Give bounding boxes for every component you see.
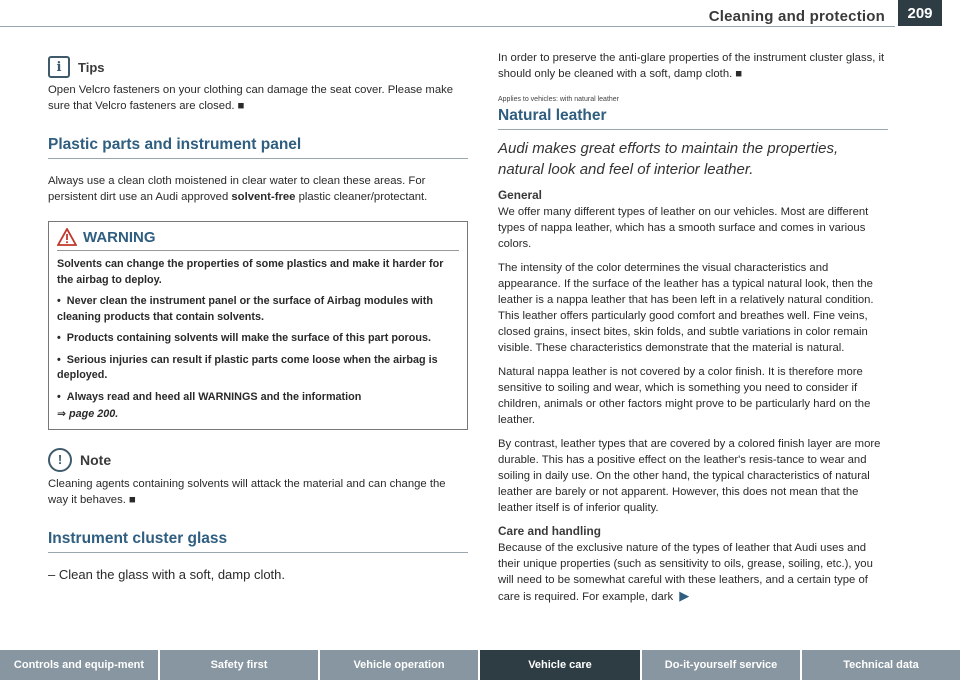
warning-bullet: • Always read and heed all WARNINGS and the information xyxy=(57,390,362,403)
warning-label: WARNING xyxy=(83,228,156,246)
left-column xyxy=(48,56,468,582)
cluster-intro-text: In order to preserve the anti-glare properties of the instrument cluster glass, it should only be cleaned with a soft, damp cloth. ■ xyxy=(498,52,885,80)
nav-tab-diy-service[interactable]: Do-it-yourself service xyxy=(642,650,800,680)
tips-header xyxy=(48,56,468,78)
section-heading-plastic: Plastic parts and instrument panel xyxy=(48,136,468,159)
nav-tab-safety[interactable]: Safety first xyxy=(160,650,318,680)
tips-text: Open Velcro fasteners on your clothing can damage the seat cover. Please make sure that Velcro fasteners are closed. ■ xyxy=(48,84,454,112)
warning-bullet: • Never clean the instrument panel or the surface of Airbag modules with cleaning products that contain solvents. xyxy=(57,295,433,323)
plastic-text xyxy=(48,173,468,205)
warning-bullet-text: Never clean the instrument panel or the surface of Airbag modules with cleaning products that contain solvents. xyxy=(57,295,433,323)
note-header xyxy=(48,448,468,472)
nav-tab-controls[interactable]: Controls and equip-ment xyxy=(0,650,158,680)
nav-tab-vehicle-care[interactable]: Vehicle care xyxy=(480,650,640,680)
leather-paragraph: The intensity of the color determines the visual characteristics and appearance. If the surface of the leather has a typical natural look, then the leather is a nappa leather that has been left in a relatively natural condition. This leather offers particularly good comfort and breathes well. Fine veins, closed grains, insect bites, skin folds, and subtle variations in color remain visible. These characteristics demonstrate that the material is natural. xyxy=(498,262,874,354)
nav-tab-technical-data[interactable]: Technical data xyxy=(802,650,960,680)
applies-to-note: Applies to vehicles: with natural leather xyxy=(498,96,620,103)
info-icon: i xyxy=(48,56,70,78)
page-reference-link[interactable]: ⇒ page 200. xyxy=(57,408,119,420)
leather-paragraph: By contrast, leather types that are covered by a colored finish layer are more durable. This has a positive effect on the leather's resis-tance to wear and soiling in daily use. On the other hand, the typical characteristics of natural leather are barely or not apparent. However, this does not mean that the leather itself is of inferior quality. xyxy=(498,438,881,514)
chapter-nav xyxy=(0,650,960,680)
plastic-text-bold: solvent-free xyxy=(231,191,296,203)
page-title: Cleaning and protection xyxy=(708,8,885,25)
note-label: Note xyxy=(80,451,112,468)
tips-label: Tips xyxy=(78,59,105,75)
leather-paragraph: Natural nappa leather is not covered by a color finish. It is therefore more sensitive to soiling and wear, which is something you need to consider if children, animals or other factors might prove to be particularly hard on the leather. xyxy=(498,366,871,426)
warning-bullet: • Products containing solvents will make the surface of this part porous. xyxy=(57,332,431,344)
plastic-text-end: plastic cleaner/protectant. xyxy=(295,191,428,203)
note-text: Cleaning agents containing solvents will attack the material and can change the way it behaves. ■ xyxy=(48,477,446,506)
subheading-care: Care and handling xyxy=(498,524,601,538)
warning-intro: Solvents can change the properties of some plastics and make it harder for the airbag to deploy. xyxy=(57,258,444,286)
warning-bullet-text: Always read and heed all WARNINGS and the information xyxy=(66,390,362,403)
leather-paragraph: We offer many different types of leather on our vehicles. Most are different types of nappa leather, which has a smooth surface and comes in various colors. xyxy=(498,206,869,250)
lead-text: Audi makes great efforts to maintain the properties, natural look and feel of interior leather. xyxy=(498,140,839,178)
continue-arrow-icon: ▶ xyxy=(679,588,690,603)
care-text-body: Because of the exclusive nature of the types of leather that Audi uses and their unique properties (such as sensitivity to oils, grease, soiling, etc.), you will need to be somewhat careful with these leathers, and a certain type of care is required. For example, dark xyxy=(498,542,873,603)
warning-bullet-text: Serious injuries can result if plastic parts come loose when the airbag is deployed. xyxy=(57,353,438,381)
warning-bullet: • Serious injuries can result if plastic parts come loose when the airbag is deployed. xyxy=(57,353,438,381)
warning-bullet-text: Products containing solvents will make the surface of this part porous. xyxy=(66,332,431,344)
note-icon: ! xyxy=(48,448,72,472)
header-rule xyxy=(0,26,895,27)
section-heading-leather: Natural leather xyxy=(498,107,888,130)
section-heading-cluster: Instrument cluster glass xyxy=(48,530,468,553)
nav-tab-vehicle-operation[interactable]: Vehicle operation xyxy=(320,650,478,680)
right-column xyxy=(498,50,888,613)
cleaning-step: – Clean the glass with a soft, damp cloth. xyxy=(48,566,286,582)
subheading-general: General xyxy=(498,188,542,202)
care-text xyxy=(498,540,888,605)
warning-header xyxy=(57,228,459,251)
warning-triangle-icon xyxy=(57,228,77,246)
plastic-text-start: Always use a clean cloth moistened in clear water to clean these areas. For persistent dirt use an Audi approved xyxy=(48,175,426,203)
page-number: 209 xyxy=(898,0,942,26)
warning-box xyxy=(48,221,468,430)
